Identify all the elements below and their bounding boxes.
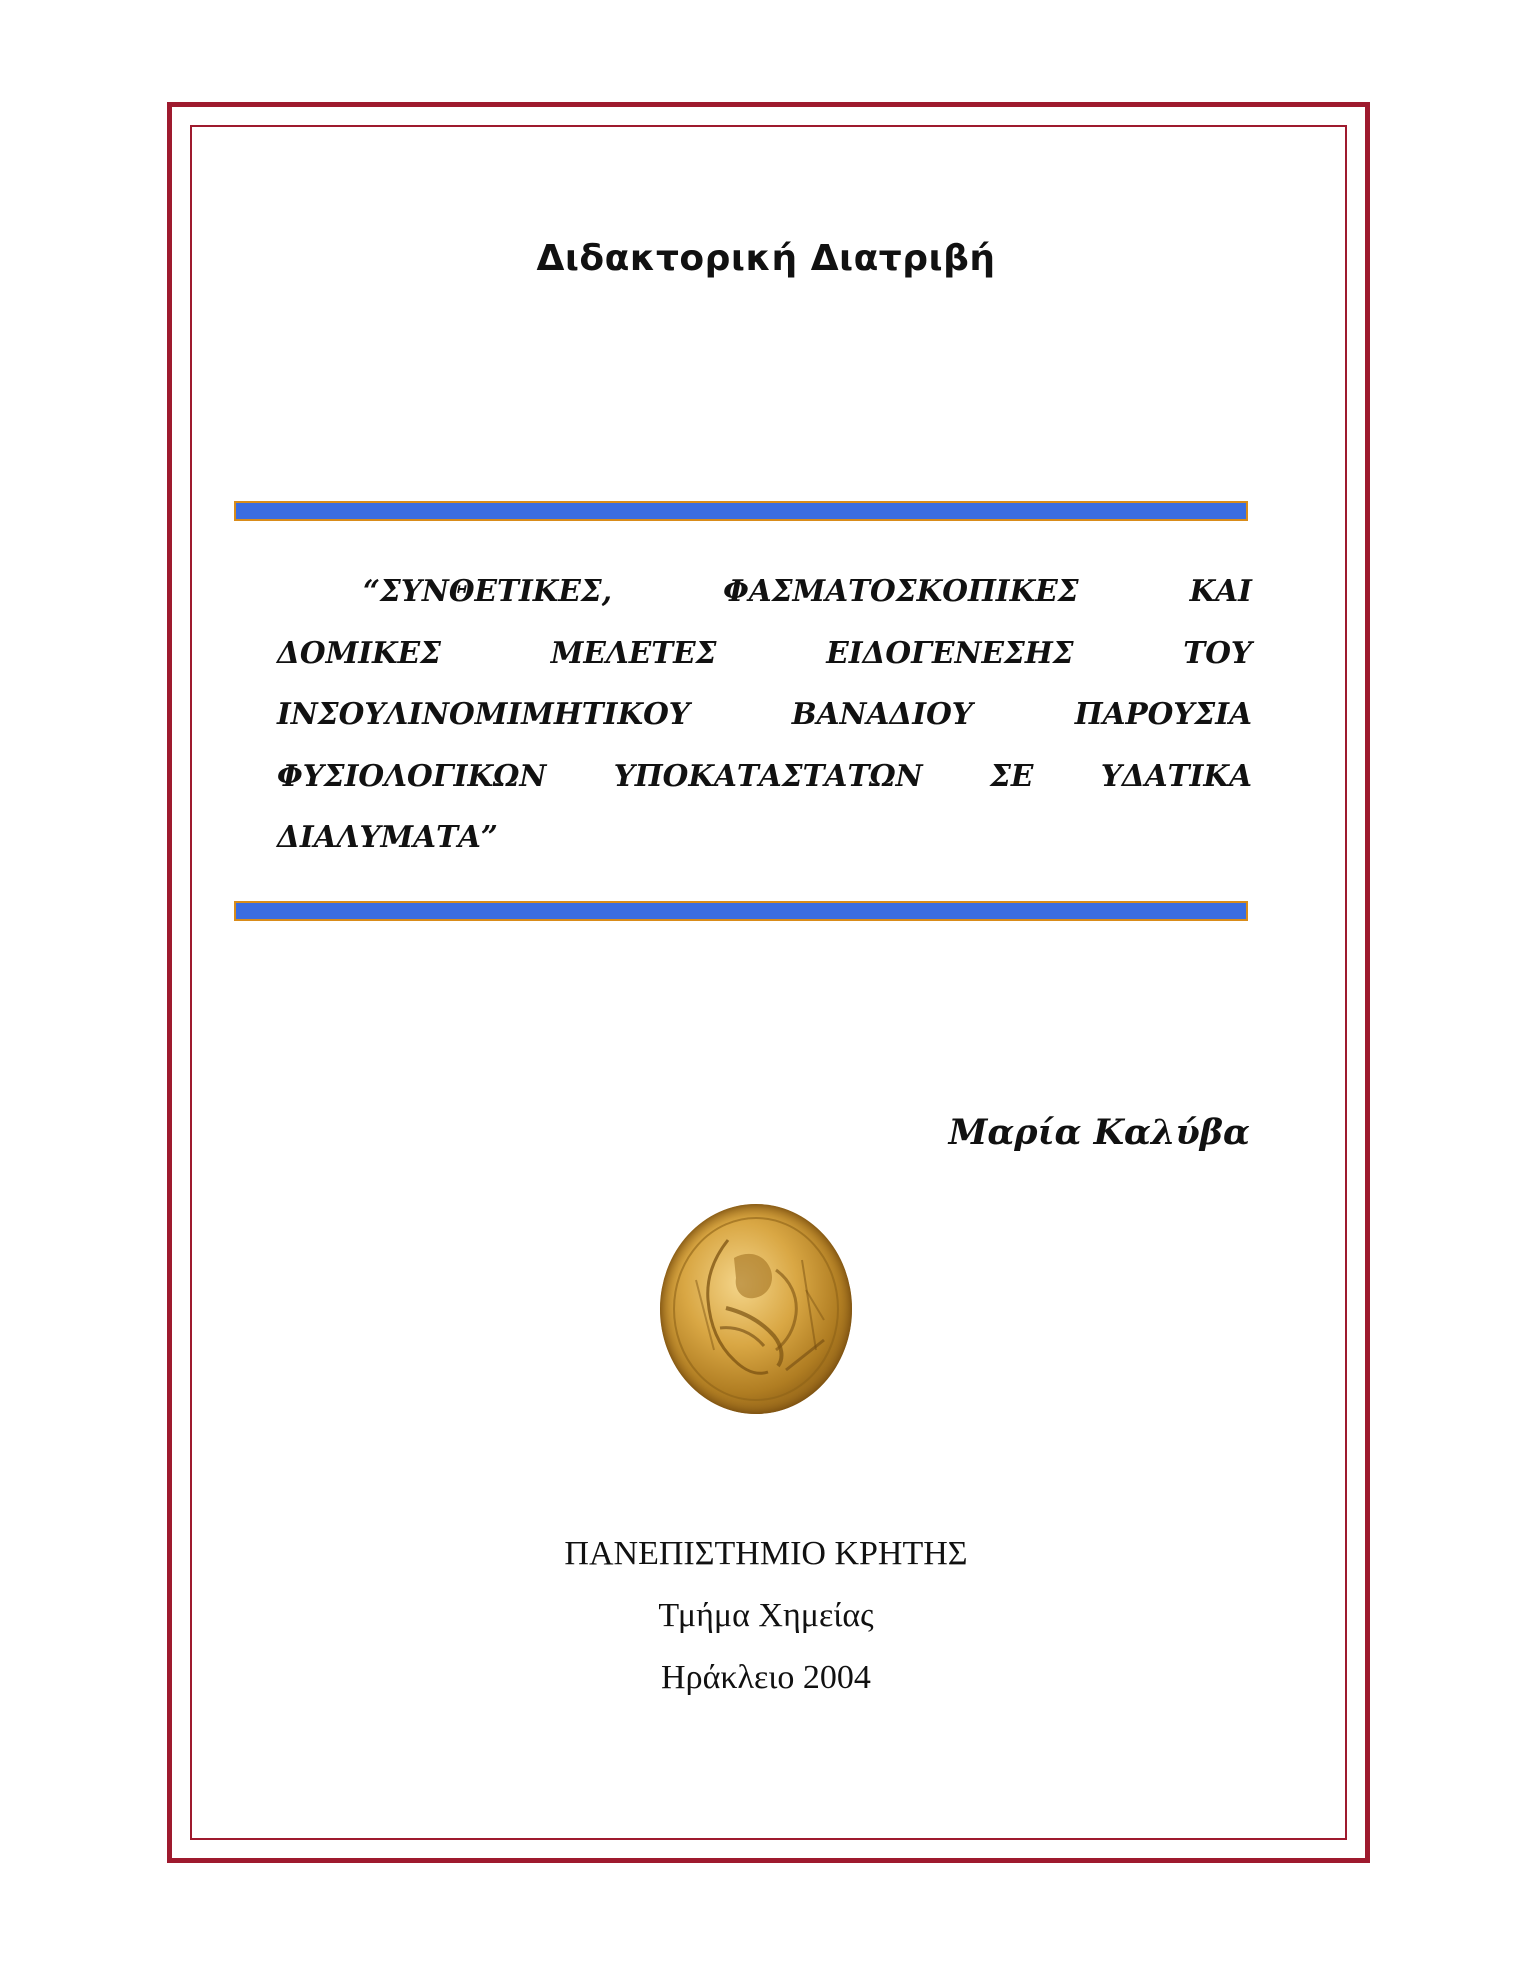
title-line — [277, 683, 1252, 745]
author-name: Μαρία Καλύβα — [948, 1112, 1250, 1153]
title-word: ΤΟΥ — [1183, 634, 1252, 670]
university-seal-icon — [656, 1200, 856, 1418]
title-rule-bottom — [234, 901, 1248, 921]
title-word: ΦΥΣΙΟΛΟΓΙΚΩΝ — [277, 757, 547, 793]
title-word: ΥΔΑΤΙΚΑ — [1100, 757, 1252, 793]
title-line — [277, 560, 1252, 622]
title-word: ΔΟΜΙΚΕΣ — [277, 634, 442, 670]
title-word: ΠΑΡΟΥΣΙΑ — [1074, 696, 1252, 731]
title-word: ΕΙΔΟΓΕΝΕΣΗΣ — [826, 634, 1074, 670]
title-word: ΜΕΛΕΤΕΣ — [550, 634, 717, 670]
department-name: Τμήμα Χημείας — [658, 1597, 874, 1634]
title-line — [277, 806, 1252, 868]
title-word: “ΣΥΝΘΕΤΙΚΕΣ, — [363, 573, 613, 608]
title-word: ΙΝΣΟΥΛΙΝΟΜΙΜΗΤΙΚΟΥ — [277, 696, 690, 731]
title-word: ΔΙΑΛΥΜΑΤΑ” — [277, 819, 498, 854]
title-line — [277, 622, 1252, 684]
title-word: ΥΠΟΚΑΤΑΣΤΑΤΩΝ — [613, 757, 923, 793]
page-frame-inner — [190, 125, 1347, 1840]
title-word: ΒΑΝΑΔΙΟΥ — [791, 696, 973, 731]
title-word: ΚΑΙ — [1189, 573, 1252, 608]
title-rule-top — [234, 501, 1248, 521]
title-word: ΦΑΣΜΑΤΟΣΚΟΠΙΚΕΣ — [723, 573, 1079, 608]
title-word: ΣΕ — [990, 757, 1034, 793]
title-line — [277, 745, 1252, 807]
place-year: Ηράκλειο 2004 — [661, 1659, 871, 1696]
thesis-title — [277, 560, 1252, 868]
document-type-heading: Διδακτορική Διατριβή — [536, 238, 996, 279]
seal-graphic — [656, 1200, 856, 1418]
university-name: ΠΑΝΕΠΙΣΤΗΜΙΟ ΚΡΗΤΗΣ — [564, 1535, 968, 1572]
